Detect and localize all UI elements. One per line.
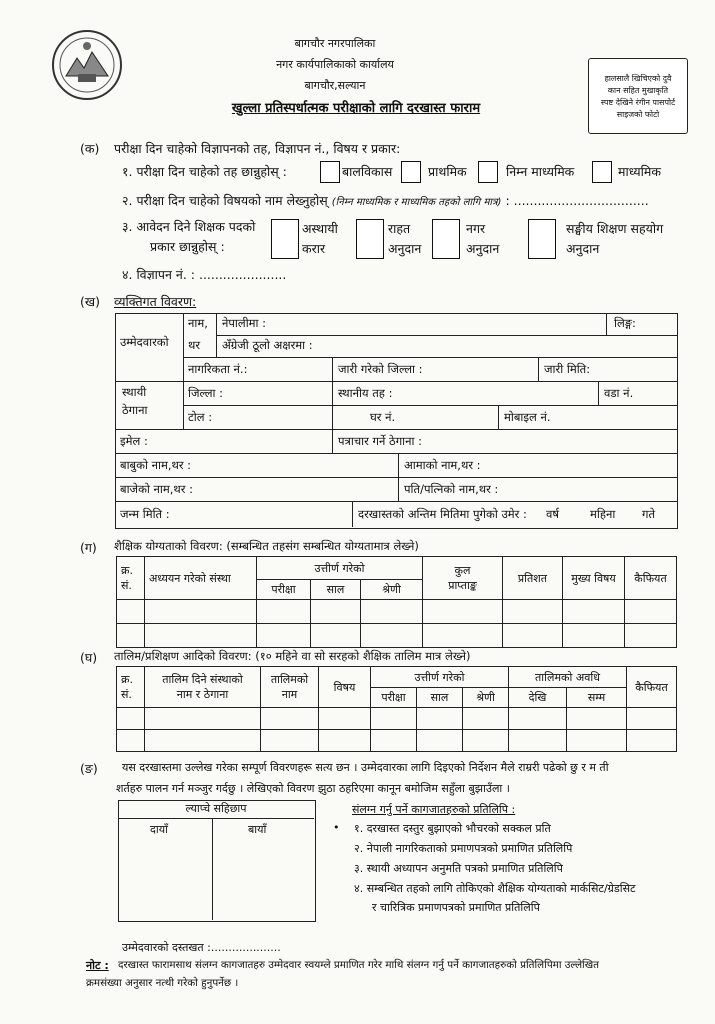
type-label-line: अनुदान	[466, 241, 500, 256]
note-line-1: दरखास्त फारामसाथ संलग्न कागजातहरु उम्मेदवार स्वयम्ले प्रमाणित गरेर माथि संलग्न गर्नु पर्ने कागजातहरुको प्रतिलिपिमा उल्लेखित	[118, 959, 600, 971]
photo-box-line: स्पष्ट देखिने रंगीन पासपोर्ट	[600, 98, 676, 107]
note-line-2: क्रमसंख्या अनुसार नत्थी गरेको हुनुपर्नेछ ।	[86, 977, 239, 989]
section-ka-marker: (क)	[80, 141, 100, 156]
tr-name-l2: नाम	[281, 688, 298, 701]
tr-exam-header: परीक्षा	[371, 688, 417, 708]
type-checkbox-municipal[interactable]	[432, 219, 460, 259]
edu-passed-header: उत्तीर्ण गरेको	[257, 557, 423, 580]
divider	[183, 313, 184, 429]
tr-subject-header: विषय	[319, 667, 371, 708]
attachment-item: ३. स्थायी अध्यापन अनुमति पत्रको प्रमाणित प्रतिलिपि	[354, 862, 563, 875]
tr-division-header: श्रेणी	[463, 688, 509, 708]
level-checkbox-lower-secondary[interactable]	[478, 161, 498, 183]
divider	[598, 381, 599, 405]
level-question: १. परीक्षा दिन चाहेको तह छान्नुहोस् :	[122, 164, 287, 179]
photo-box-line: साइजको फोटो	[616, 110, 660, 119]
tr-sn-l2: सं.	[121, 688, 132, 701]
declaration-line-1: यस दरखास्तमा उल्लेख गरेका सम्पूर्ण विवरणहरू सत्य छन । उम्मेदवारका लागि दिइएको निर्देशन मैले राम्ररी पढेको छु र म ती	[122, 761, 609, 774]
edu-percent-header: प्रतिशत	[503, 557, 563, 600]
tr-year-header: साल	[417, 688, 463, 708]
tr-duration-header: तालिमको अवधि	[509, 667, 627, 688]
type-label-line: सङ्घीय शिक्षण सहयोग	[566, 221, 664, 236]
personal-row	[115, 453, 678, 478]
mother-name-field[interactable]: आमाको नाम,थर :	[404, 458, 481, 472]
divider	[398, 453, 399, 501]
level-checkbox-primary[interactable]	[401, 161, 421, 183]
father-name-field[interactable]: बाबुको नाम,थर :	[120, 458, 192, 472]
address-label: ठेगाना	[122, 403, 148, 417]
edu-division-header: श्रेणी	[361, 580, 423, 600]
name-nepali-field[interactable]: नेपालीमा :	[222, 316, 267, 330]
divider	[538, 357, 539, 381]
tr-passed-header: उत्तीर्ण गरेको	[371, 667, 509, 688]
type-label	[388, 219, 421, 259]
type-label-line: राहत	[388, 221, 411, 236]
edu-sn-l2: सं.	[121, 579, 132, 592]
gender-field[interactable]: लिङ्ग:	[614, 316, 636, 330]
surname-label: थर	[188, 338, 201, 352]
divider	[498, 405, 499, 429]
tr-sn-header	[117, 667, 145, 708]
divider	[216, 313, 217, 357]
type-label-line: अनुदान	[388, 241, 422, 256]
age-months-field[interactable]: महिना	[590, 507, 616, 521]
edu-remarks-header: कैफियत	[625, 557, 677, 600]
tr-to-header: सम्म	[567, 688, 627, 708]
dob-field[interactable]: जन्म मिति :	[120, 507, 170, 521]
subject-question-text: २. परीक्षा दिन चाहेको विषयको नाम लेख्नुहोस्	[122, 193, 328, 208]
note-label: नोट :	[86, 959, 109, 972]
ward-field[interactable]: वडा नं.	[604, 386, 634, 400]
issued-district-field[interactable]: जारी गरेको जिल्ला :	[338, 362, 423, 376]
name-english-field[interactable]: अँग्रेजी ठूलो अक्षरमा :	[222, 338, 313, 352]
section-ka-title: परीक्षा दिन चाहेको विज्ञापनको तह, विज्ञापन नं., विषय र प्रकार:	[114, 141, 401, 156]
section-gha-title: तालिम/प्रशिक्षण आदिको विवरण: (१० महिने वा सो सरहको शैक्षिक तालिम मात्र लेख्ने)	[114, 649, 471, 663]
merge-mask	[116, 356, 183, 359]
section-ga-marker: (ग)	[80, 540, 97, 555]
email-field[interactable]: इमेल :	[120, 434, 148, 448]
divider	[606, 313, 607, 335]
attachment-item: ४. सम्बन्धित तहको लागि तोकिएको शैक्षिक योग्यताको मार्कसिट/ग्रेडसिट	[354, 882, 636, 895]
office-name: नगर कार्यपालिकाको कार्यालय	[276, 58, 394, 71]
table-row[interactable]	[117, 730, 677, 752]
level-checkbox-balbikas[interactable]	[320, 161, 340, 183]
edu-sn-header	[117, 557, 145, 600]
issued-date-field[interactable]: जारी मिति:	[544, 362, 591, 376]
office-address: बागचौर,सल्यान	[304, 79, 366, 92]
tr-sn-l1: क्र.	[121, 673, 133, 686]
edu-subject-header: मुख्य विषय	[563, 557, 625, 600]
tole-field[interactable]: टोल :	[188, 410, 213, 424]
section-gha-marker: (घ)	[80, 650, 98, 665]
age-label: दरखास्तको अन्तिम मितिमा पुगेको उमेर :	[358, 507, 527, 521]
type-checkbox-contract[interactable]	[271, 219, 299, 259]
type-checkbox-relief[interactable]	[356, 219, 384, 259]
divider	[118, 818, 314, 819]
edu-exam-header: परीक्षा	[257, 580, 311, 600]
advertisement-number-field[interactable]: ४. विज्ञापन नं. : ......................	[122, 267, 287, 282]
declaration-line-2: शर्तहरु पालन गर्न मञ्जुर गर्दछु । लेखिएको विवरण झुठा ठहरिएमा कानून बमोजिम सहुँला बुझाउँला ।	[116, 782, 510, 795]
level-checkbox-secondary[interactable]	[592, 161, 612, 183]
attachment-item: १. दरखास्त दस्तुर बुझाएको भौचरको सक्कल प्रति	[354, 822, 551, 835]
section-nga-marker: (ङ)	[80, 761, 98, 776]
table-row[interactable]	[117, 708, 677, 730]
subject-question-note: (निम्न माध्यमिक र माध्यमिक तहको लागि मात्र)	[331, 197, 502, 208]
level-label: प्राथमिक	[428, 164, 467, 179]
photo-box-line: हालसालै खिचिएको दुवै	[604, 74, 672, 83]
form-title: खुल्ला प्रतिस्पर्धात्मक परीक्षाको लागि दरखास्त फाराम	[231, 101, 481, 116]
subject-question-blank[interactable]: : ..................................	[505, 193, 649, 208]
tr-institution-header	[145, 667, 261, 708]
mobile-field[interactable]: मोबाइल नं.	[504, 410, 551, 424]
tr-inst-l2: नाम र ठेगाना	[176, 688, 229, 701]
fingerprint-title: ल्याप्चे सहिछाप	[185, 802, 247, 815]
edu-total-l2: प्राप्ताङ्क	[448, 579, 477, 592]
education-table	[116, 556, 677, 648]
subject-question	[122, 192, 649, 209]
section-kha-marker: (ख)	[80, 294, 100, 309]
attachment-item-continued: र चारित्रिक प्रमाणपत्रको प्रमाणित प्रतिलिपि	[372, 901, 540, 914]
municipality-logo	[50, 28, 124, 102]
attachments-title: संलग्न गर्नु पर्ने कागजातहरुको प्रतिलिपि :	[352, 803, 516, 816]
type-label	[566, 219, 663, 259]
candidate-label: उम्मेदवारको	[120, 335, 169, 349]
photo-box-line: कान सहित मुखाकृति	[607, 86, 669, 95]
section-kha-title: व्यक्तिगत विवरण:	[114, 294, 197, 309]
attachment-item: २. नेपाली नागरिकताको प्रमाणपत्रको प्रमाणित प्रतिलिपि	[354, 842, 573, 855]
local-level-field[interactable]: स्थानीय तह :	[338, 386, 393, 400]
right-thumb-label: दायाँ	[150, 823, 168, 836]
table-row[interactable]	[117, 600, 677, 624]
post-type-question-2: प्रकार छान्नुहोस् :	[150, 239, 225, 254]
section-ga-title: शैक्षिक योग्यताको विवरण: (सम्बन्धित तहसंग सम्बन्धित योग्यतामात्र लेख्ने)	[114, 539, 419, 553]
merge-mask	[184, 334, 216, 337]
edu-year-header: साल	[311, 580, 361, 600]
grandfather-name-field[interactable]: बाजेको नाम,थर :	[120, 482, 194, 496]
level-label: बालविकास	[342, 164, 393, 179]
municipality-name: बागचौर नगरपालिका	[294, 37, 376, 50]
training-table	[116, 666, 677, 752]
type-label-line: अस्थायी	[302, 221, 338, 236]
permanent-label: स्थायी	[122, 385, 147, 399]
tr-name-l1: तालिमको	[270, 673, 309, 686]
divider	[332, 357, 333, 429]
tr-from-header: देखि	[509, 688, 567, 708]
personal-row	[115, 477, 678, 502]
divider	[352, 501, 353, 527]
type-label-line: नगर	[466, 221, 486, 236]
age-days-field[interactable]: गते	[642, 507, 656, 521]
left-thumb-label: बायाँ	[248, 823, 267, 836]
divider	[332, 429, 333, 453]
level-label: निम्न माध्यमिक	[506, 164, 575, 179]
tr-remarks-header: कैफियत	[627, 667, 677, 708]
edu-total-l1: कुल	[454, 564, 471, 577]
candidate-signature-field[interactable]: उम्मेदवारको दस्तखत :....................	[122, 941, 281, 954]
tr-name-header	[261, 667, 319, 708]
house-number-field[interactable]: घर नं.	[370, 410, 396, 424]
type-label	[302, 219, 338, 259]
age-years-field[interactable]: वर्ष	[546, 507, 560, 521]
post-type-question-1: ३. आवेदन दिने शिक्षक पदको	[122, 219, 256, 234]
bullet-icon: •	[333, 821, 340, 834]
district-field[interactable]: जिल्ला :	[188, 386, 224, 400]
type-checkbox-federal[interactable]	[528, 219, 556, 259]
table-row[interactable]	[117, 624, 677, 648]
photo-box	[588, 58, 688, 134]
type-label-line: अनुदान	[566, 241, 600, 256]
level-label: माध्यमिक	[618, 164, 661, 179]
type-label	[466, 219, 499, 259]
name-label: नाम,	[188, 316, 208, 330]
divider	[212, 818, 213, 920]
type-label-line: करार	[302, 241, 326, 256]
edu-total-header	[423, 557, 503, 600]
edu-sn-l1: क्र.	[121, 564, 133, 577]
edu-institution-header: अध्ययन गरेको संस्था	[145, 557, 257, 600]
postal-address-field[interactable]: पत्राचार गर्ने ठेगाना :	[338, 434, 423, 448]
tr-inst-l1: तालिम दिने संस्थाको	[162, 673, 243, 686]
spouse-name-field[interactable]: पति/पत्निको नाम,थर :	[404, 482, 499, 496]
citizenship-field[interactable]: नागरिकता नं.:	[188, 362, 248, 376]
